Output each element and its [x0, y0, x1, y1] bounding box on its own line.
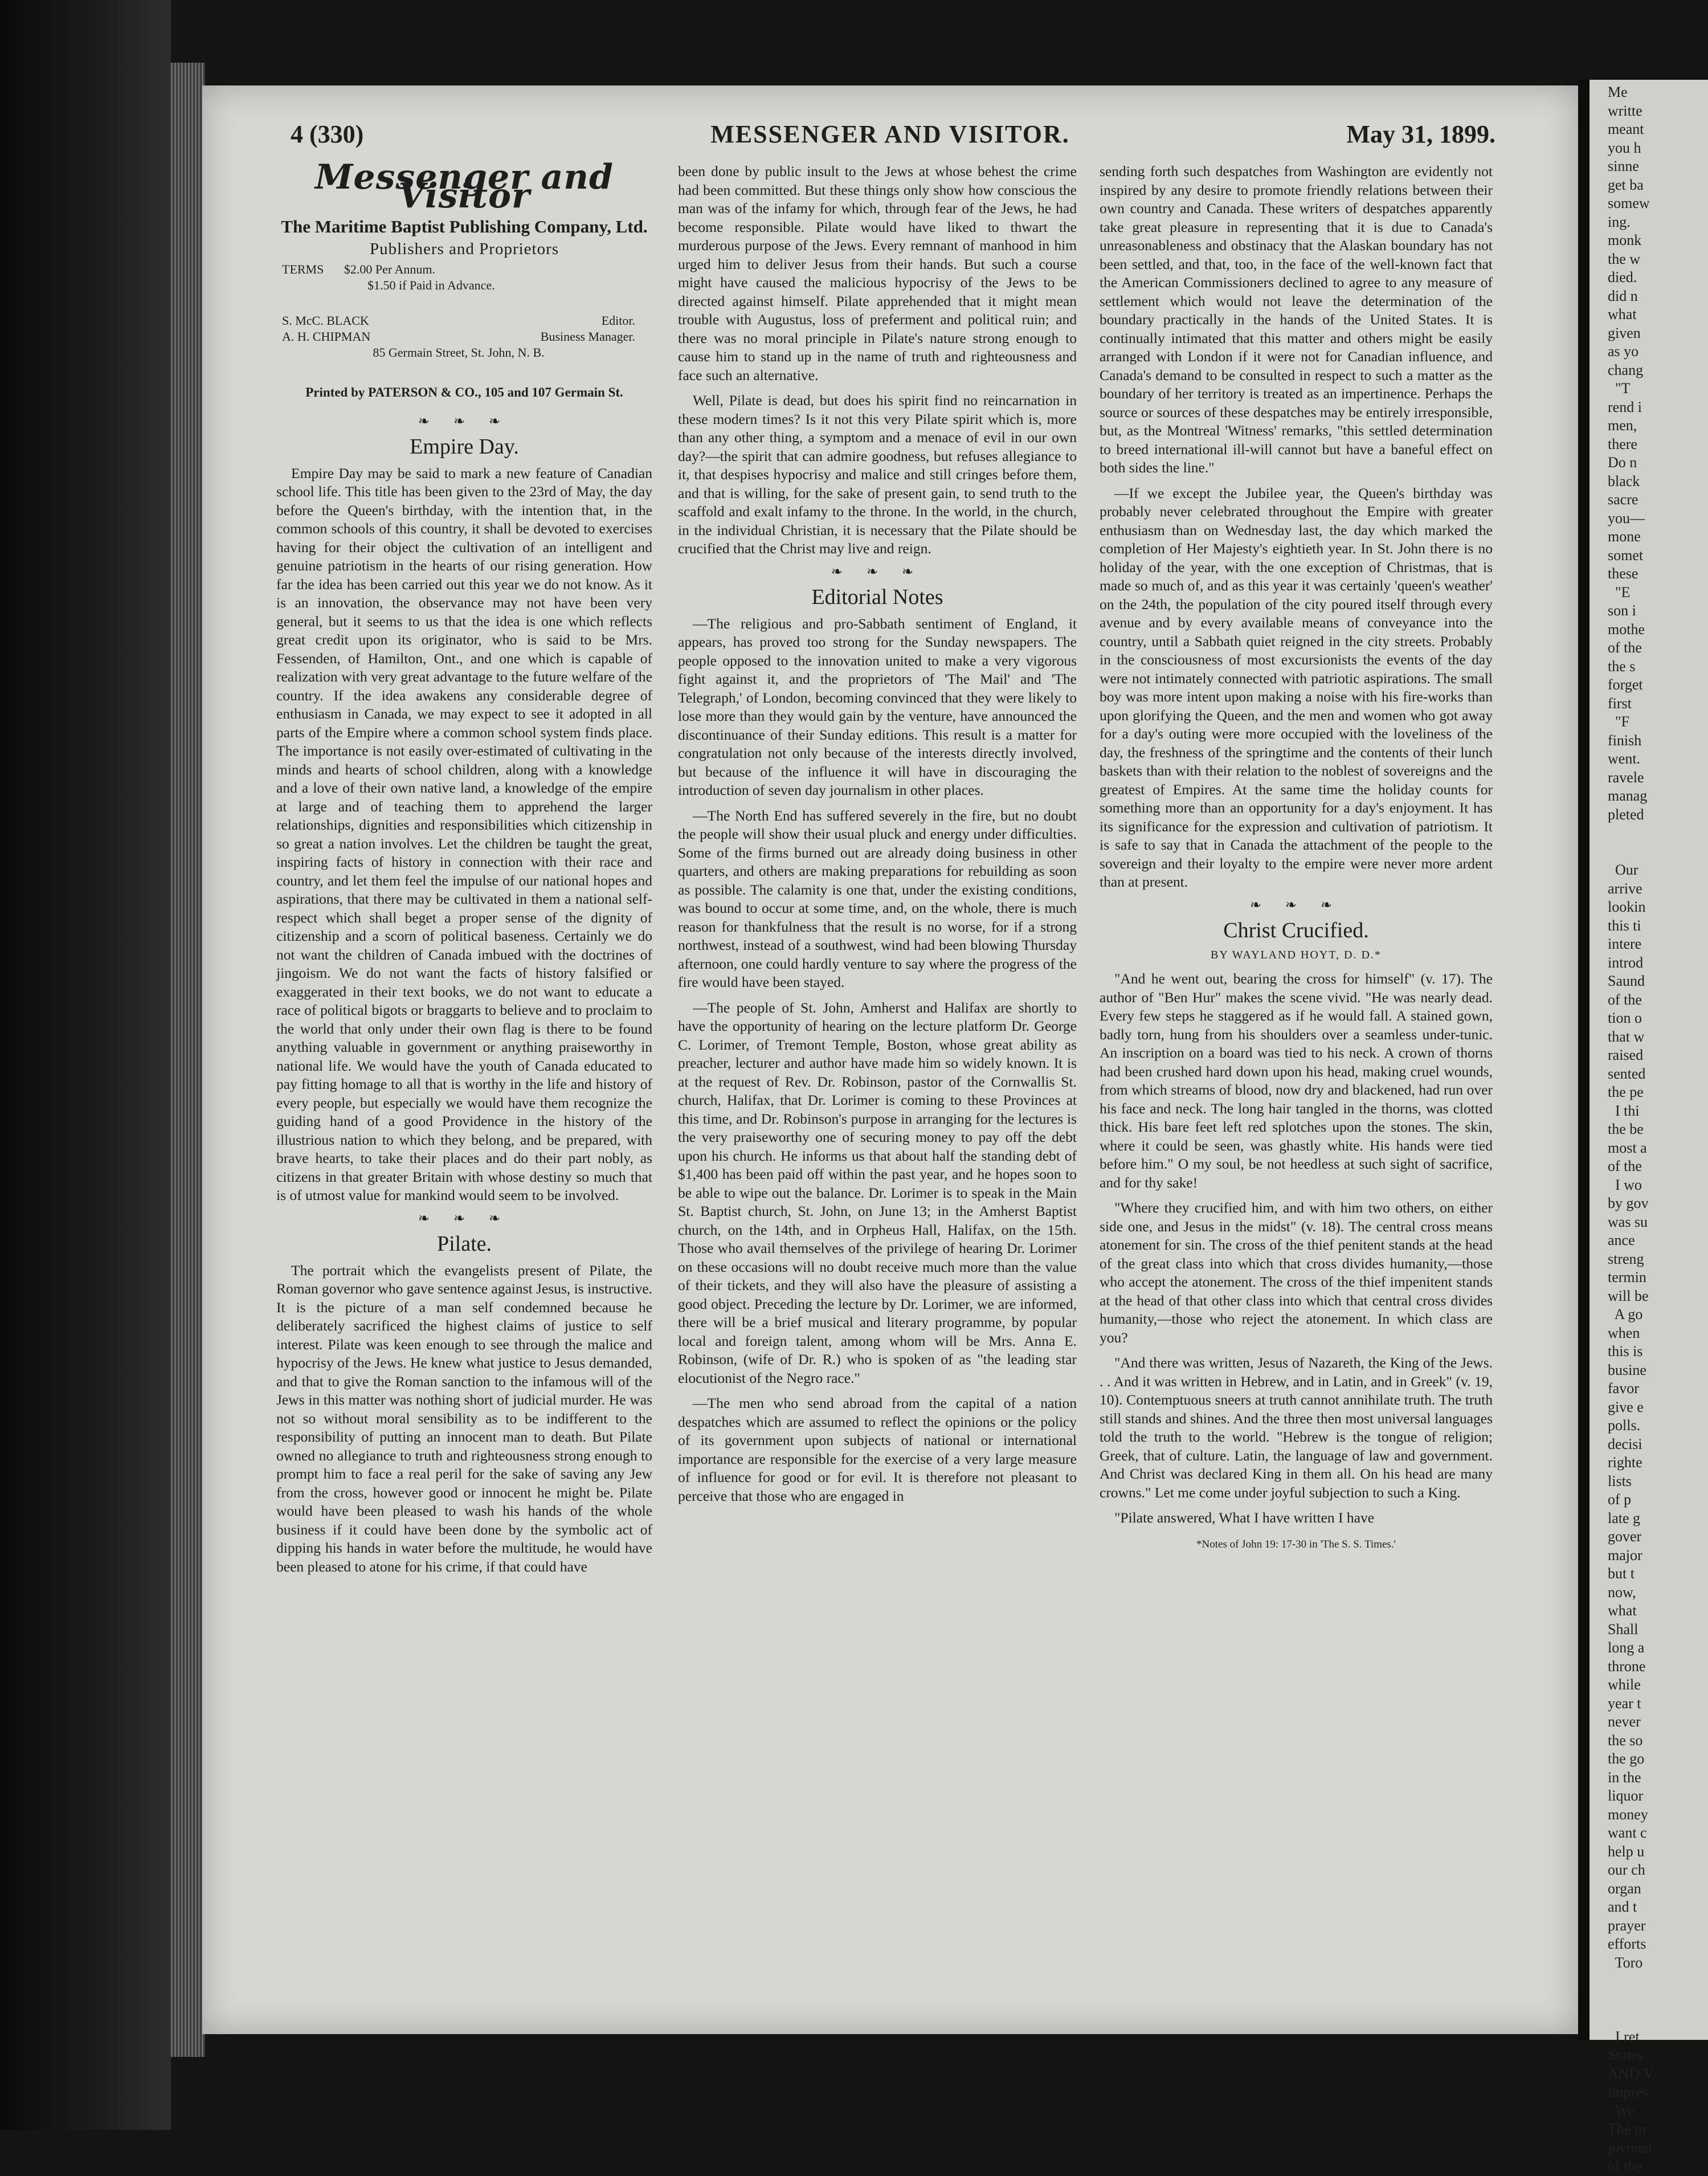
article-paragraph: —The men who send abroad from the capital of a nation despatches which are assumed to reflect the opinions or the policy of its government upon subjects of national or international importance are responsible for the exercise of a very large measure of influence for good or for evil. It is therefore not pleasant to perceive that those who are engaged in: [678, 1395, 1077, 1504]
column-3: [1100, 162, 1493, 1554]
article-paragraph: sending forth such despatches from Washington are evidently not inspired by any desire to promote friendly relations between their own country and Canada. These writers of despatches apparently take great pleasure in representing that it is due to Canada's unreasonableness and obstinacy that the Alaskan boundary has not been settled, and that, too, in the face of the well-known fact that the American Commissioners declined to agree to any measure of settlement which would not leave the determination of the boundary practically in the hands of the United States. It is continually intimated that this matter and others might be easily arranged with London if it were not for Canadian influence, and Canada's demand to be consulted in respect to such a matter as the boundary of her territory is treated as an impertinence. Perhaps the source or sources of these despatches may be entirely irresponsible, but, as the Montreal 'Witness' remarks, "this settled determination to breed international ill-will cannot but have a baneful effect on both sides the line.": [1100, 163, 1493, 476]
manager-name: A. H. CHIPMAN: [282, 329, 371, 344]
ornament: ❧ ❧ ❧: [418, 1211, 511, 1226]
newspaper-page: [202, 85, 1578, 2034]
terms-advance: $1.50 if Paid in Advance.: [367, 278, 495, 292]
article-paragraph: "Pilate answered, What I have written I have: [1114, 1509, 1375, 1526]
microfilm-border: [0, 0, 171, 2130]
article-paragraph: —If we except the Jubilee year, the Queen's birthday was probably never celebrated throughout the Empire with greater enthusiasm than on Wednesday last, the day which marked the completion of Her Majesty's eightieth year. In St. John there is no holiday of the year, with the one exception of Christmas, that is made so much of, and as this year it was certainly 'queen's weather' on the 24th, the population of the city poured itself through every avenue and by every available means of conveyance into the country, until a Sabbath quiet reigned in the city streets. Probably in the consciousness of most excursionists the events of the day were not intimately connected with patriotic aspirations. The small boy was more intent upon making a noise with his fire-works than upon glorifying the Queen, and the men and women who got away for a day's outing were more occupied with the loveliness of the day, the freshness of the springtime and the contents of their lunch baskets than with their relation to the noblest of sovereigns and the greatest of Empires. At the same time the holiday counts for something more than an opportunity for a day's enjoyment. It has its significance for the expression and cultivation of patriotism. It is safe to say that in Canada the attachment of the people to the sovereign and their loyalty to the empire were never more ardent than at present.: [1100, 484, 1493, 890]
ornament: ❧ ❧ ❧: [418, 414, 511, 429]
article-paragraph: been done by public insult to the Jews at whose behest the crime had been committed. But these things only show how conscious the man was of the infamy for which, through fear of the Jews, he had become responsible. Pilate would have liked to thwart the murderous purpose of the Jews. Every remnant of manhood in him urged him to deliver Jesus from their hands. But such a course might have caused the malicious hypocrisy of the Jews to be directed against himself. Pilate apprehended that it might mean trouble with Augustus, loss of preferment and political ruin; and there was no moral principle in Pilate's nature strong enough to cause him to stand up in the name of truth and righteousness and face such an alternative.: [678, 163, 1077, 383]
article-title-empire-day: Empire Day.: [410, 435, 519, 459]
footnote: *Notes of John 19: 17-30 in 'The S. S. Times.': [1196, 1538, 1396, 1550]
page-gutter: [1578, 80, 1589, 2040]
masthead-title: Messenger and Visitor: [314, 157, 614, 216]
terms-annual: $2.00 Per Annum.: [344, 262, 435, 276]
printer-line: Printed by PATERSON & CO., 105 and 107 Germain St.: [305, 385, 623, 399]
article-byline: BY WAYLAND HOYT, D. D.*: [1211, 948, 1382, 961]
article-paragraph: —The religious and pro-Sabbath sentiment of England, it appears, has proved too strong for the Sunday newspapers. The people opposed to the innovation united to make a very vigorous fight against it, and the proprietors of 'The Mail' and 'The Telegraph,' of London, becoming convinced that they were likely to lose more than they would gain by the venture, have announced the discontinuance of their Sunday editions. This result is a matter for congratulation not only because of the interests directly involved, but because of the influence it will have in discouraging the introduction of seven day journalism in other places.: [678, 615, 1077, 798]
adjacent-page: [1589, 80, 1708, 2174]
article-title-editorial-notes: Editorial Notes: [811, 585, 943, 609]
terms-label: TERMS: [282, 262, 324, 276]
publishers-line: Publishers and Proprietors: [369, 239, 559, 258]
ornament: ❧ ❧ ❧: [1249, 897, 1343, 913]
editor-role: Editor.: [601, 313, 635, 328]
running-head: MESSENGER AND VISITOR.: [710, 120, 1070, 148]
article-paragraph: "And he went out, bearing the cross for himself" (v. 17). The author of "Ben Hur" makes the scene vivid. "He was nearly dead. Every few steps he staggered as if he would fall. A stained gown, badly torn, hung from his shoulders over a seamless under-tunic. An inscription on a board was tied to his neck. A crown of thorns had been crushed hard down upon his head, making cruel wounds, from which streams of blood, now dry and blackened, had run over his face and neck. The long hair tangled in the thorns, was clotted thick. His bare feet left red splotches upon the stones. The skin, where it could be seen, was ghastly white. His hands were tied before him." O my soul, be not heedless at such sight of sacrifice, and for thy sake!: [1100, 970, 1493, 1191]
editor-name: S. McC. BLACK: [282, 313, 369, 328]
article-title-christ-crucified: Christ Crucified.: [1223, 918, 1369, 942]
article-paragraph: —The North End has suffered severely in the fire, but no doubt the people will show their usual pluck and energy under difficulties. Some of the firms burned out are already doing business in other quarters, and others are making preparations for rebuilding as soon as possible. The calamity is one that, under the existing conditions, was bound to occur at some time, and, on the whole, there is much reason for thankfulness that the result is no worse, for if a strong northwest, instead of a southwest, wind had been blowing Thursday afternoon, one could hardly venture to say where the progress of the fire would have been stayed.: [678, 807, 1077, 990]
page-number: 4 (330): [291, 120, 364, 148]
subscription-terms: [282, 262, 652, 293]
adjacent-page-text: Me writte meant you h sinne get ba somew ing. monk the w died. did n what given as yo chang "T rend i men, there Do n black sacre you— mone somet these "E son i mothe of the the s forget first "F finish went. ravele manag pleted Our arrive lookin this ti intere introd Saund of the tion o that w raised sented the pe I thi the be most a of the I wo by gov was su ance streng termin will be A go when this is busine favor give e polls. decisi righte lists of p late g gover major but t now, what Shall long a throne while year t never the so the go in the liquor money want c help u our ch organ and t prayer efforts Toro I ret States AND V impres We The m joymen of the: [1608, 84, 1654, 2174]
office-address: 85 Germain Street, St. John, N. B.: [373, 345, 545, 360]
article-paragraph: Empire Day may be said to mark a new feature of Canadian school life. This title has been given to the 23rd of May, the day before the Queen's birthday, with the intention that, in the common schools of this country, it shall be devoted to exercises having for their object the cultivation of an intelligent and genuine patriotism in the hearts of our rising generation. How far the idea has been carried out this year we do not know. As it is an innovation, the observance may not have been very general, but it seems to us that the idea is one which reflects great credit upon its originator, who is said to be Mrs. Fessenden, of Hamilton, Ont., and one which is capable of realization with very great advantage to the future welfare of the country. If the idea awakens any considerable degree of enthusiasm in Canada, we may expect to see it adopted in all parts of the Empire where a common school system finds place. The importance is not easily over-estimated of cultivating in the minds and hearts of school children, along with a knowledge and a love of their own native land, a knowledge of the empire at large and of teaching them to apprehend the larger relationships, dignities and responsibilities which citizenship in so great a nation involves. Let the children be taught the great, inspiring facts of history in connection with their race and country, and let them feel the impulse of our national hopes and aspirations, that there may be cultivated in them a national self-respect which shall beget a proper sense of the dignity of citizenship and a scorn of political baseness. Certainly we do not want the children of Canada imbued with the doctrines of jingoism. We do not want the facts of history falsified or exaggerated in their text books, we do not want to educate a race of political bigots or braggarts to believe and to proclaim to the world that only under their own flag is there to be found anything valuable in government or anything praiseworthy in national life. We would have the youth of Canada educated to pay fitting homage to all that is worthy in the life and history of every people, but especially we would have them recognize the guiding hand of a good Providence in the history of the illustrious nation to which they belong, and be prepared, with brave hearts, to take their places and do their part nobly, as citizens in that greater Britain with whose destiny so much that is of utmost value for mankind would seem to be involved.: [276, 464, 652, 1203]
ornament: ❧ ❧ ❧: [831, 564, 924, 579]
article-title-pilate: Pilate.: [436, 1232, 492, 1256]
issue-date: May 31, 1899.: [1346, 120, 1495, 148]
column-1: [276, 157, 653, 1576]
page-stack-edge: [171, 63, 205, 2057]
publisher-company: The Maritime Baptist Publishing Company, Ltd.: [281, 217, 648, 236]
article-paragraph: Well, Pilate is dead, but does his spirit find no reincarnation in these modern times? Is it not this very Pilate spirit which is, more than any other thing, a symptom and a menace of evil in our own day?—the spirit that can admire goodness, but refuses allegiance to it, that despises hypocrisy and malice and still cringes before them, and that is willing, for the sake of present gain, to send truth to the scaffold and exalt infamy to the throne. In the world, in the church, in the individual Christian, it is necessary that the Pilate should be crucified that the Christ may live and reign.: [678, 392, 1077, 557]
article-paragraph: The portrait which the evangelists present of Pilate, the Roman governor who gave sentence against Jesus, is instructive. It is the picture of a man self condemned because he deliberately sacrificed the highest claims of justice to self interest. Pilate was keen enough to see through the malice and hypocrisy of the Jews. He knew what justice to Jesus demanded, and that to give the Roman sanction to the infamous will of the Jews in this matter was nothing short of judicial murder. He was not so without moral sensibility as to be indifferent to the responsibility of putting an innocent man to death. But Pilate owned no allegiance to truth and righteousness strong enough to prompt him to face a real peril for the sake of saving any Jew from the cross, however good or innocent he might be. Pilate would have been pleased to wash his hands of the whole business if it could have been done by the symbolic act of dipping his hands in water before the multitude, he would have been pleased to atone for his crime, if that could have: [276, 1261, 653, 1575]
article-paragraph: —The people of St. John, Amherst and Halifax are shortly to have the opportunity of hearing on the lecture platform Dr. George C. Lorimer, of Tremont Temple, Boston, whose great ability as preacher, lecturer and author have made him so widely known. It is at the request of Rev. Dr. Robinson, pastor of the Cornwallis St. church, Halifax, that Dr. Lorimer is coming to these Provinces at this time, and Dr. Robinson's purpose in arranging for the lectures is the very praiseworthy one of securing money to pay off the debt upon his church. He informs us that about half the standing debt of $1,400 has been paid off within the past year, and he hopes soon to be able to wipe out the balance. Dr. Lorimer is to speak in the Main St. Baptist church, St. John, on June 13; in the Amherst Baptist church, on the 14th, and in Orpheus Hall, Halifax, on the 15th. Those who avail themselves of the privilege of hearing Dr. Lorimer on these occasions will no doubt receive much more than the value of their tickets, and they will also have the pleasure of assisting a good object. Preceding the lecture by Dr. Lorimer, we are informed, there will be a brief musical and literary programme, by popular local and foreign talent, among whom will be Mrs. Anna E. Robinson, (wife of Dr. R.) who is spoken of as "the leading star elocutionist of the Negro race.": [678, 999, 1077, 1386]
manager-role: Business Manager.: [540, 329, 635, 344]
column-2: [678, 162, 1077, 1505]
article-paragraph: "And there was written, Jesus of Nazareth, the King of the Jews. . . And it was written in Hebrew, and in Latin, and in Greek" (v. 19, 10). Contemptuous sneers at truth cannot annihilate truth. The truth still stands and shines. And the three then most universal languages told the truth to the world. "Hebrew is the tongue of religion; Greek, that of culture. Latin, the language of law and government. And Christ was declared King in them all. On his head are many crowns." Let me come under joyful subjection to such a King.: [1100, 1354, 1493, 1501]
article-paragraph: "Where they crucified him, and with him two others, on either side one, and Jesus in the midst" (v. 18). The central cross means atonement for sin. The cross of the thief penitent stands at the head of the great class into which that cross divides humanity,—those who accept the atonement. The cross of the thief impenitent stands at the head of that other class into which that central cross divides humanity,—those who reject the atonement. In which class are you?: [1100, 1199, 1493, 1346]
staff-list: [282, 313, 635, 361]
